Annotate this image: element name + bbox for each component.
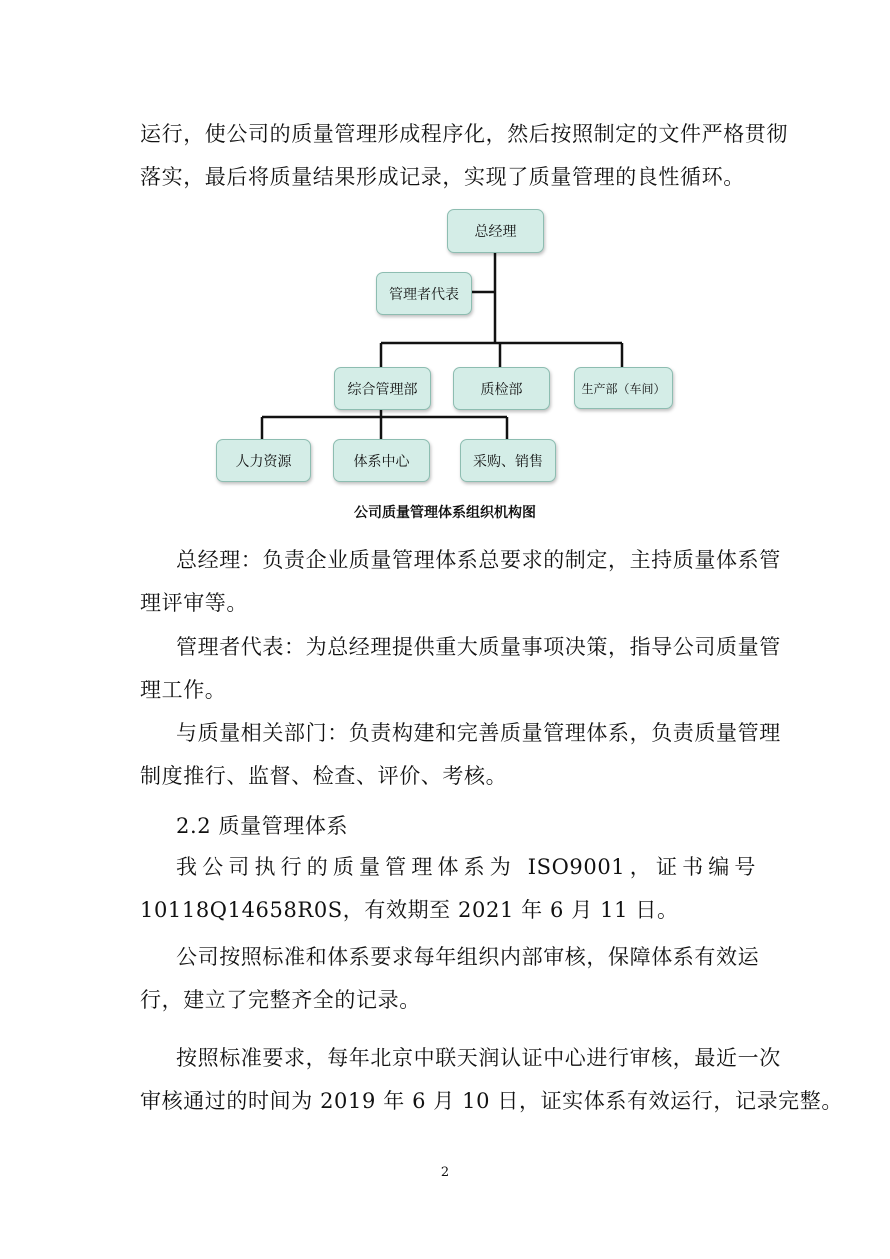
section-heading-block [140, 805, 756, 848]
gm-line-1: 总经理：负责企业质量管理体系总要求的制定，主持质量体系管 [176, 548, 781, 572]
iso-paragraph [140, 846, 756, 932]
rep-line-1: 管理者代表：为总经理提供重大质量事项决策，指导公司质量管 [176, 635, 781, 659]
org-chart-connectors [0, 0, 890, 500]
intro-paragraph [140, 113, 788, 199]
depts-line-1: 与质量相关部门：负责构建和完善质量管理体系，负责质量管理 [176, 721, 781, 745]
depts-line-2: 制度推行、监督、检查、评价、考核。 [140, 764, 508, 788]
node-qc-dept: 质检部 [453, 367, 550, 410]
gm-paragraph [140, 539, 781, 625]
external-line-1: 按照标准要求，每年北京中联天润认证中心进行审核，最近一次 [176, 1046, 781, 1070]
gm-line-2: 理评审等。 [140, 591, 248, 615]
intro-line-1: 运行，使公司的质量管理形成程序化，然后按照制定的文件严格贯彻 [140, 122, 788, 146]
page-number: 2 [440, 1165, 450, 1180]
node-system-center: 体系中心 [333, 439, 430, 482]
audit-line-1: 公司按照标准和体系要求每年组织内部审核，保障体系有效运 [176, 945, 760, 969]
audit-line-2: 行，建立了完整齐全的记录。 [140, 988, 421, 1012]
node-general-manager: 总经理 [447, 209, 544, 253]
intro-line-2: 落实，最后将质量结果形成记录，实现了质量管理的良性循环。 [140, 165, 745, 189]
external-paragraph [140, 1037, 843, 1123]
node-hr: 人力资源 [216, 439, 311, 482]
rep-line-2: 理工作。 [140, 678, 227, 702]
node-purchase-sales: 采购、销售 [460, 439, 556, 482]
depts-paragraph [140, 712, 781, 798]
audit-paragraph [140, 936, 760, 1022]
node-management-rep: 管理者代表 [376, 272, 472, 315]
section-heading: 2.2 质量管理体系 [176, 814, 349, 838]
external-line-2: 审核通过的时间为 2019 年 6 月 10 日，证实体系有效运行，记录完整。 [140, 1089, 843, 1113]
iso-line-1: 我公司执行的质量管理体系为 ISO9001，证书编号 [176, 855, 756, 879]
rep-paragraph [140, 626, 781, 712]
node-production-dept: 生产部（车间） [574, 367, 673, 409]
node-admin-dept: 综合管理部 [334, 367, 431, 410]
org-chart-caption: 公司质量管理体系组织机构图 [354, 505, 536, 521]
iso-line-2: 10118Q14658R0S，有效期至 2021 年 6 月 11 日。 [140, 898, 679, 922]
